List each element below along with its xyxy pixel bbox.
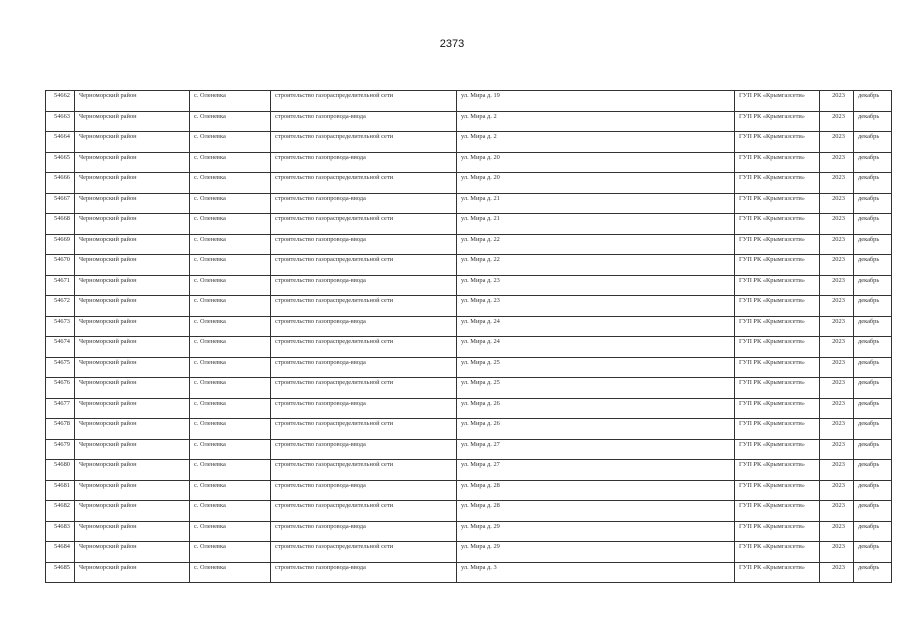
table-row	[46, 521, 892, 542]
table-row	[46, 111, 892, 132]
row-number: 54667	[46, 193, 75, 214]
year-cell: 2023	[820, 419, 854, 440]
village-cell: с. Оленевка	[190, 152, 271, 173]
district-cell: Черноморский район	[75, 501, 190, 522]
table-row	[46, 296, 892, 317]
year-cell: 2023	[820, 501, 854, 522]
table-row	[46, 357, 892, 378]
row-number: 54676	[46, 378, 75, 399]
address-cell: ул. Мира д. 26	[457, 419, 735, 440]
organization-cell: ГУП РК «Крымгазсети»	[735, 91, 820, 112]
work-type-cell: строительство газопровода-ввода	[271, 439, 457, 460]
district-cell: Черноморский район	[75, 337, 190, 358]
month-cell: декабрь	[854, 562, 892, 583]
village-cell: с. Оленевка	[190, 337, 271, 358]
address-cell: ул. Мира д. 21	[457, 214, 735, 235]
page-number: 2373	[439, 38, 465, 50]
address-cell: ул. Мира д. 24	[457, 316, 735, 337]
work-type-cell: строительство газораспределительной сети	[271, 337, 457, 358]
month-cell: декабрь	[854, 480, 892, 501]
district-cell: Черноморский район	[75, 316, 190, 337]
month-cell: декабрь	[854, 91, 892, 112]
row-number: 54671	[46, 275, 75, 296]
table-row	[46, 337, 892, 358]
village-cell: с. Оленевка	[190, 91, 271, 112]
address-cell: ул. Мира д. 3	[457, 562, 735, 583]
year-cell: 2023	[820, 439, 854, 460]
district-cell: Черноморский район	[75, 193, 190, 214]
district-cell: Черноморский район	[75, 152, 190, 173]
month-cell: декабрь	[854, 152, 892, 173]
village-cell: с. Оленевка	[190, 521, 271, 542]
table-row	[46, 173, 892, 194]
district-cell: Черноморский район	[75, 419, 190, 440]
row-number: 54666	[46, 173, 75, 194]
district-cell: Черноморский район	[75, 255, 190, 276]
organization-cell: ГУП РК «Крымгазсети»	[735, 234, 820, 255]
work-type-cell: строительство газораспределительной сети	[271, 501, 457, 522]
work-type-cell: строительство газораспределительной сети	[271, 296, 457, 317]
organization-cell: ГУП РК «Крымгазсети»	[735, 132, 820, 153]
work-type-cell: строительство газопровода-ввода	[271, 562, 457, 583]
row-number: 54673	[46, 316, 75, 337]
district-cell: Черноморский район	[75, 234, 190, 255]
month-cell: декабрь	[854, 357, 892, 378]
village-cell: с. Оленевка	[190, 378, 271, 399]
address-cell: ул. Мира д. 22	[457, 255, 735, 276]
district-cell: Черноморский район	[75, 398, 190, 419]
month-cell: декабрь	[854, 521, 892, 542]
work-type-cell: строительство газопровода-ввода	[271, 111, 457, 132]
registry-table-body	[46, 91, 892, 583]
village-cell: с. Оленевка	[190, 501, 271, 522]
village-cell: с. Оленевка	[190, 480, 271, 501]
village-cell: с. Оленевка	[190, 255, 271, 276]
row-number: 54677	[46, 398, 75, 419]
village-cell: с. Оленевка	[190, 419, 271, 440]
row-number: 54665	[46, 152, 75, 173]
year-cell: 2023	[820, 337, 854, 358]
month-cell: декабрь	[854, 255, 892, 276]
work-type-cell: строительство газораспределительной сети	[271, 214, 457, 235]
district-cell: Черноморский район	[75, 275, 190, 296]
year-cell: 2023	[820, 91, 854, 112]
year-cell: 2023	[820, 316, 854, 337]
table-row	[46, 132, 892, 153]
address-cell: ул. Мира д. 24	[457, 337, 735, 358]
month-cell: декабрь	[854, 275, 892, 296]
table-row	[46, 91, 892, 112]
work-type-cell: строительство газораспределительной сети	[271, 542, 457, 563]
year-cell: 2023	[820, 132, 854, 153]
year-cell: 2023	[820, 173, 854, 194]
row-number: 54679	[46, 439, 75, 460]
table-row	[46, 398, 892, 419]
row-number: 54675	[46, 357, 75, 378]
row-number: 54682	[46, 501, 75, 522]
village-cell: с. Оленевка	[190, 316, 271, 337]
table-row	[46, 152, 892, 173]
village-cell: с. Оленевка	[190, 439, 271, 460]
district-cell: Черноморский район	[75, 91, 190, 112]
organization-cell: ГУП РК «Крымгазсети»	[735, 378, 820, 399]
month-cell: декабрь	[854, 111, 892, 132]
village-cell: с. Оленевка	[190, 234, 271, 255]
year-cell: 2023	[820, 562, 854, 583]
table-row	[46, 193, 892, 214]
work-type-cell: строительство газораспределительной сети	[271, 255, 457, 276]
address-cell: ул. Мира д. 22	[457, 234, 735, 255]
row-number: 54664	[46, 132, 75, 153]
organization-cell: ГУП РК «Крымгазсети»	[735, 214, 820, 235]
year-cell: 2023	[820, 357, 854, 378]
registry-table	[45, 90, 892, 583]
year-cell: 2023	[820, 193, 854, 214]
village-cell: с. Оленевка	[190, 542, 271, 563]
table-row	[46, 460, 892, 481]
table-row	[46, 214, 892, 235]
table-row	[46, 419, 892, 440]
organization-cell: ГУП РК «Крымгазсети»	[735, 193, 820, 214]
organization-cell: ГУП РК «Крымгазсети»	[735, 337, 820, 358]
row-number: 54668	[46, 214, 75, 235]
table-row	[46, 439, 892, 460]
month-cell: декабрь	[854, 193, 892, 214]
district-cell: Черноморский район	[75, 460, 190, 481]
address-cell: ул. Мира д. 2	[457, 132, 735, 153]
month-cell: декабрь	[854, 234, 892, 255]
month-cell: декабрь	[854, 398, 892, 419]
year-cell: 2023	[820, 480, 854, 501]
organization-cell: ГУП РК «Крымгазсети»	[735, 398, 820, 419]
month-cell: декабрь	[854, 316, 892, 337]
month-cell: декабрь	[854, 460, 892, 481]
village-cell: с. Оленевка	[190, 398, 271, 419]
district-cell: Черноморский район	[75, 562, 190, 583]
address-cell: ул. Мира д. 29	[457, 542, 735, 563]
district-cell: Черноморский район	[75, 173, 190, 194]
work-type-cell: строительство газораспределительной сети	[271, 91, 457, 112]
month-cell: декабрь	[854, 542, 892, 563]
organization-cell: ГУП РК «Крымгазсети»	[735, 480, 820, 501]
address-cell: ул. Мира д. 28	[457, 480, 735, 501]
row-number: 54663	[46, 111, 75, 132]
district-cell: Черноморский район	[75, 480, 190, 501]
row-number: 54685	[46, 562, 75, 583]
row-number: 54670	[46, 255, 75, 276]
row-number: 54674	[46, 337, 75, 358]
year-cell: 2023	[820, 234, 854, 255]
address-cell: ул. Мира д. 20	[457, 173, 735, 194]
work-type-cell: строительство газопровода-ввода	[271, 521, 457, 542]
work-type-cell: строительство газопровода-ввода	[271, 234, 457, 255]
district-cell: Черноморский район	[75, 132, 190, 153]
table-row	[46, 275, 892, 296]
address-cell: ул. Мира д. 25	[457, 357, 735, 378]
district-cell: Черноморский район	[75, 296, 190, 317]
address-cell: ул. Мира д. 27	[457, 460, 735, 481]
table-row	[46, 480, 892, 501]
village-cell: с. Оленевка	[190, 193, 271, 214]
village-cell: с. Оленевка	[190, 111, 271, 132]
district-cell: Черноморский район	[75, 521, 190, 542]
village-cell: с. Оленевка	[190, 275, 271, 296]
work-type-cell: строительство газопровода-ввода	[271, 193, 457, 214]
month-cell: декабрь	[854, 378, 892, 399]
address-cell: ул. Мира д. 27	[457, 439, 735, 460]
work-type-cell: строительство газопровода-ввода	[271, 357, 457, 378]
organization-cell: ГУП РК «Крымгазсети»	[735, 501, 820, 522]
table-row	[46, 234, 892, 255]
organization-cell: ГУП РК «Крымгазсети»	[735, 296, 820, 317]
district-cell: Черноморский район	[75, 542, 190, 563]
year-cell: 2023	[820, 152, 854, 173]
year-cell: 2023	[820, 275, 854, 296]
month-cell: декабрь	[854, 173, 892, 194]
month-cell: декабрь	[854, 132, 892, 153]
organization-cell: ГУП РК «Крымгазсети»	[735, 357, 820, 378]
address-cell: ул. Мира д. 25	[457, 378, 735, 399]
row-number: 54684	[46, 542, 75, 563]
work-type-cell: строительство газораспределительной сети	[271, 173, 457, 194]
row-number: 54672	[46, 296, 75, 317]
address-cell: ул. Мира д. 23	[457, 296, 735, 317]
organization-cell: ГУП РК «Крымгазсети»	[735, 460, 820, 481]
month-cell: декабрь	[854, 501, 892, 522]
table-row	[46, 255, 892, 276]
month-cell: декабрь	[854, 439, 892, 460]
organization-cell: ГУП РК «Крымгазсети»	[735, 255, 820, 276]
month-cell: декабрь	[854, 419, 892, 440]
village-cell: с. Оленевка	[190, 562, 271, 583]
work-type-cell: строительство газопровода-ввода	[271, 398, 457, 419]
organization-cell: ГУП РК «Крымгазсети»	[735, 439, 820, 460]
address-cell: ул. Мира д. 28	[457, 501, 735, 522]
table-row	[46, 501, 892, 522]
work-type-cell: строительство газораспределительной сети	[271, 460, 457, 481]
month-cell: декабрь	[854, 296, 892, 317]
address-cell: ул. Мира д. 21	[457, 193, 735, 214]
work-type-cell: строительство газораспределительной сети	[271, 132, 457, 153]
organization-cell: ГУП РК «Крымгазсети»	[735, 562, 820, 583]
village-cell: с. Оленевка	[190, 357, 271, 378]
address-cell: ул. Мира д. 26	[457, 398, 735, 419]
organization-cell: ГУП РК «Крымгазсети»	[735, 419, 820, 440]
address-cell: ул. Мира д. 29	[457, 521, 735, 542]
organization-cell: ГУП РК «Крымгазсети»	[735, 173, 820, 194]
address-cell: ул. Мира д. 23	[457, 275, 735, 296]
organization-cell: ГУП РК «Крымгазсети»	[735, 111, 820, 132]
village-cell: с. Оленевка	[190, 460, 271, 481]
work-type-cell: строительство газораспределительной сети	[271, 378, 457, 399]
address-cell: ул. Мира д. 20	[457, 152, 735, 173]
year-cell: 2023	[820, 111, 854, 132]
organization-cell: ГУП РК «Крымгазсети»	[735, 316, 820, 337]
district-cell: Черноморский район	[75, 439, 190, 460]
district-cell: Черноморский район	[75, 111, 190, 132]
organization-cell: ГУП РК «Крымгазсети»	[735, 152, 820, 173]
district-cell: Черноморский район	[75, 214, 190, 235]
address-cell: ул. Мира д. 19	[457, 91, 735, 112]
organization-cell: ГУП РК «Крымгазсети»	[735, 542, 820, 563]
work-type-cell: строительство газопровода-ввода	[271, 152, 457, 173]
table-row	[46, 378, 892, 399]
village-cell: с. Оленевка	[190, 296, 271, 317]
year-cell: 2023	[820, 378, 854, 399]
year-cell: 2023	[820, 398, 854, 419]
year-cell: 2023	[820, 214, 854, 235]
year-cell: 2023	[820, 255, 854, 276]
table-row	[46, 562, 892, 583]
district-cell: Черноморский район	[75, 357, 190, 378]
work-type-cell: строительство газопровода-ввода	[271, 480, 457, 501]
row-number: 54681	[46, 480, 75, 501]
year-cell: 2023	[820, 296, 854, 317]
district-cell: Черноморский район	[75, 378, 190, 399]
work-type-cell: строительство газопровода-ввода	[271, 275, 457, 296]
village-cell: с. Оленевка	[190, 132, 271, 153]
village-cell: с. Оленевка	[190, 173, 271, 194]
month-cell: декабрь	[854, 337, 892, 358]
month-cell: декабрь	[854, 214, 892, 235]
row-number: 54669	[46, 234, 75, 255]
row-number: 54680	[46, 460, 75, 481]
row-number: 54683	[46, 521, 75, 542]
organization-cell: ГУП РК «Крымгазсети»	[735, 521, 820, 542]
year-cell: 2023	[820, 521, 854, 542]
work-type-cell: строительство газораспределительной сети	[271, 419, 457, 440]
year-cell: 2023	[820, 542, 854, 563]
address-cell: ул. Мира д. 2	[457, 111, 735, 132]
row-number: 54662	[46, 91, 75, 112]
work-type-cell: строительство газопровода-ввода	[271, 316, 457, 337]
year-cell: 2023	[820, 460, 854, 481]
organization-cell: ГУП РК «Крымгазсети»	[735, 275, 820, 296]
table-row	[46, 542, 892, 563]
village-cell: с. Оленевка	[190, 214, 271, 235]
row-number: 54678	[46, 419, 75, 440]
table-row	[46, 316, 892, 337]
